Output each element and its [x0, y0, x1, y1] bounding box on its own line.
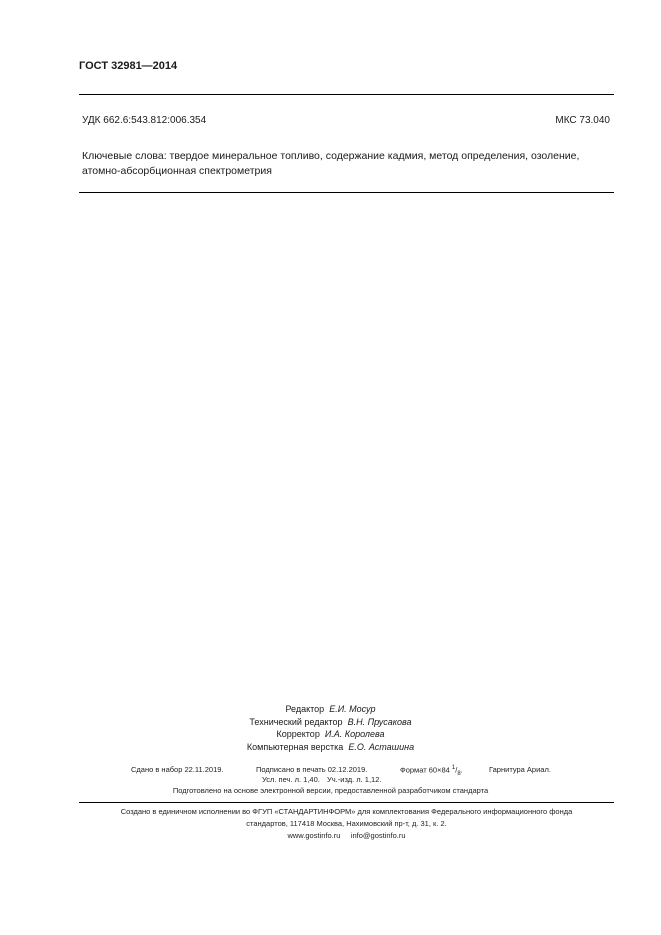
website-link[interactable]: www.gostinfo.ru [287, 831, 341, 840]
credit-proofreader [0, 728, 661, 741]
credit-role: Корректор [276, 729, 320, 739]
format-denominator: 8 [457, 771, 461, 777]
publisher-sheets: Уч.-изд. л. 1,12. [327, 775, 382, 784]
signed-date: Подписано в печать 02.12.2019. [256, 765, 368, 774]
footer-line-1: Создано в единичном исполнении во ФГУП «СТАНДАРТИНФОРМ» для комплектования Федерального информационного фонда [120, 807, 573, 816]
typeface: Гарнитура Ариал. [489, 765, 551, 774]
email-link[interactable]: info@gostinfo.ru [350, 831, 406, 840]
credit-name: В.Н. Прусакова [347, 716, 412, 727]
credits-block [0, 703, 661, 753]
credit-editor [0, 703, 661, 716]
keywords-text: Ключевые слова: твердое минеральное топливо, содержание кадмия, метод определения, озоление, атомно-абсорбционная спектрометрия [82, 150, 580, 177]
typeset-date: Сдано в набор 22.11.2019. [131, 765, 224, 774]
credit-role: Технический редактор [249, 716, 343, 727]
header-divider [79, 94, 614, 95]
mks-code: МКС 73.040 [555, 115, 610, 126]
credit-role: Компьютерная верстка [246, 741, 344, 752]
credit-layout [0, 741, 661, 754]
credit-role: Редактор [285, 704, 325, 714]
prepared-note: Подготовлено на основе электронной версии, предоставленной разработчиком стандарта [172, 786, 489, 795]
credit-name: И.А. Королева [324, 729, 385, 739]
format-numerator: 1 [451, 765, 456, 771]
format-prefix: Формат 60×84 [400, 765, 450, 775]
credit-name: Е.И. Мосур [329, 704, 376, 714]
keywords-divider [79, 192, 614, 193]
footer [79, 806, 614, 842]
footer-line-2: стандартов, 117418 Москва, Нахимовский пр-т, д. 31, к. 2. [246, 819, 447, 828]
printed-sheets: Усл. печ. л. 1,40. [262, 775, 320, 784]
page-format: Формат 60×84 $^1/_8$. [400, 765, 463, 777]
footer-divider [79, 802, 614, 803]
footer-contacts [79, 830, 614, 842]
credit-name: Е.О. Асташина [348, 741, 415, 752]
credit-tech-editor [0, 716, 661, 729]
udk-code: УДК 662.6:543.812:006.354 [82, 115, 207, 126]
document-code: ГОСТ 32981—2014 [79, 60, 178, 72]
